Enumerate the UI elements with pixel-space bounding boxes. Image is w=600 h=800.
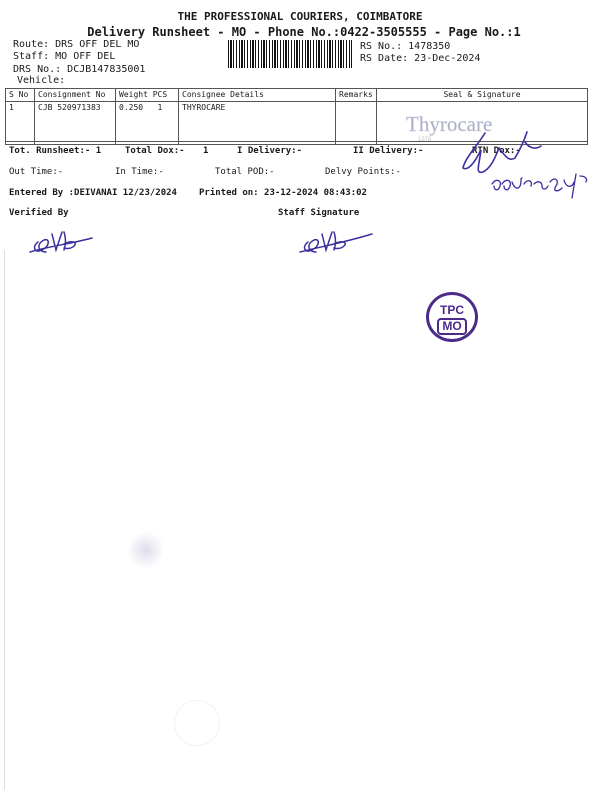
i-delivery: I Delivery:- — [237, 146, 303, 156]
faint-stamp-impression — [174, 700, 220, 746]
cell-weight-pcs: 0.250 1 — [116, 102, 179, 145]
drs-number: DRS No.: DCJB147835001 — [13, 64, 146, 75]
stamp-line-2: MO — [437, 318, 466, 335]
col-consignment: Consignment No — [35, 89, 116, 102]
cell-consignee: THYROCARE — [179, 102, 336, 145]
total-dox-label: Total Dox:- — [125, 146, 185, 156]
col-seal-signature: Seal & Signature — [377, 89, 588, 102]
col-sno: S No — [6, 89, 35, 102]
entered-by: Entered By :DEIVANAI 12/23/2024 — [9, 188, 177, 198]
verified-by-signature-icon — [28, 224, 98, 256]
vehicle: Vehicle: — [17, 75, 66, 86]
cell-consignment: CJB 520971383 — [35, 102, 116, 145]
tpc-mo-stamp — [426, 292, 478, 342]
verified-by: Verified By — [9, 208, 69, 218]
rs-date: RS Date: 23-Dec-2024 — [360, 53, 481, 64]
delvy-points: Delvy Points:- — [325, 167, 401, 177]
table-header-row — [6, 89, 588, 102]
staff: Staff: MO OFF DEL — [13, 51, 116, 62]
out-time: Out Time:- — [9, 167, 64, 177]
barcode — [228, 40, 352, 68]
route: Route: DRS OFF DEL MO — [13, 39, 140, 50]
in-time: In Time:- — [115, 167, 164, 177]
company-name: THE PROFESSIONAL COURIERS, COIMBATORE — [177, 10, 423, 23]
stamp-line-1: TPC — [440, 303, 464, 317]
runsheet-title: Delivery Runsheet - MO - Phone No.:0422-3505555 - Page No.:1 — [87, 25, 521, 39]
tot-runsheet: Tot. Runsheet:- 1 — [9, 146, 102, 156]
phone-handwriting-icon — [488, 170, 593, 204]
printed-on: Printed on: 23-12-2024 08:43:02 — [199, 188, 367, 198]
cell-remarks — [336, 102, 377, 145]
col-consignee: Consignee Details — [179, 89, 336, 102]
ink-smudge — [128, 530, 164, 570]
svg-text:Thyrocare: Thyrocare — [406, 112, 493, 136]
rtn-dox: RTN Dox:- — [472, 146, 521, 156]
staff-signature-label: Staff Signature — [278, 208, 360, 218]
col-weight-pcs: Weight PCS — [116, 89, 179, 102]
cell-sno: 1 — [6, 102, 35, 145]
total-pod: Total POD:- — [215, 167, 275, 177]
total-dox-value: 1 — [203, 146, 209, 156]
svg-text:1978: 1978 — [418, 137, 432, 143]
ii-delivery: II Delivery:- — [353, 146, 424, 156]
rs-number: RS No.: 1478350 — [360, 41, 451, 52]
staff-signature-icon — [298, 222, 378, 256]
col-remarks: Remarks — [336, 89, 377, 102]
scan-edge — [4, 250, 5, 790]
